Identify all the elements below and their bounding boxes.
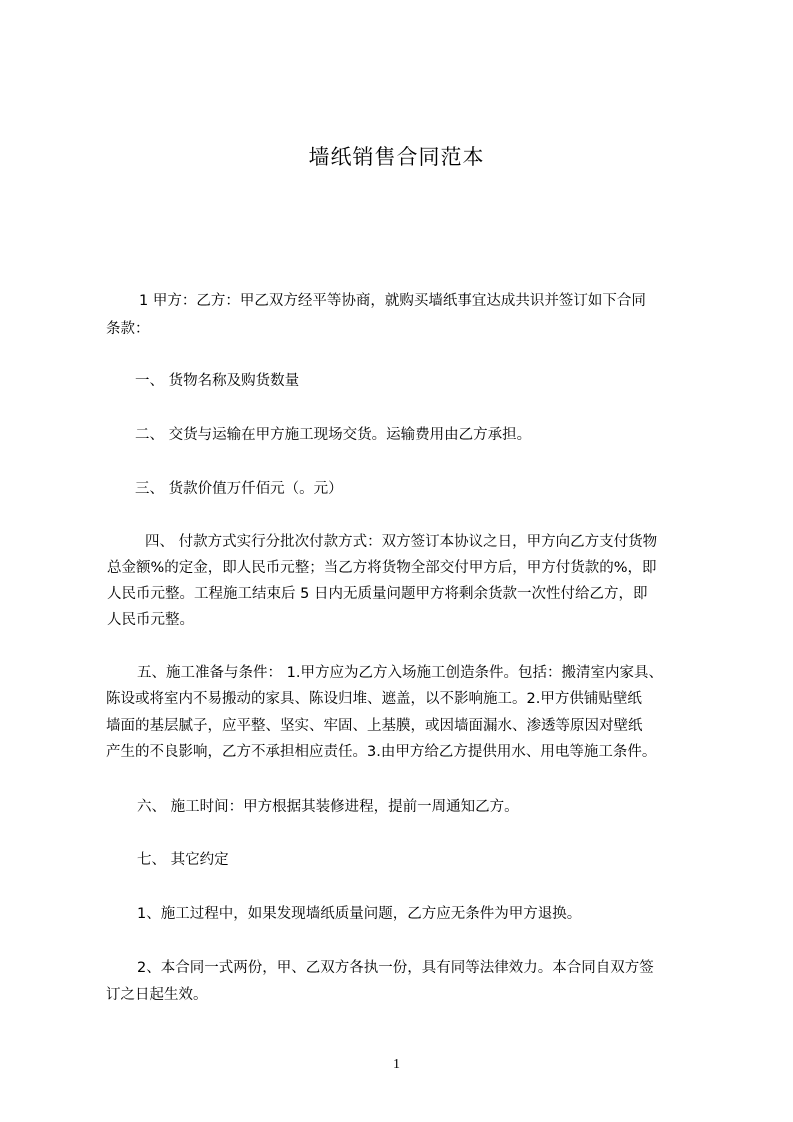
clause-5-preparation-line-4: 产生的不良影响，乙方不承担相应责任。3.由甲方给乙方提供用水、用电等施工条件。 bbox=[106, 744, 657, 760]
clause-intro-line-1: 1 甲方：乙方：甲乙双方经平等协商，就购买墙纸事宜达成共识并签订如下合同 bbox=[139, 293, 646, 309]
clause-4-payment-line-3: 人民币元整。工程施工结束后 5 日内无质量问题甲方将剩余货款一次性付给乙方，即 bbox=[107, 586, 648, 602]
clause-4-payment-line-4: 人民币元整。 bbox=[107, 612, 194, 628]
clause-2-delivery: 二、 交货与运输在甲方施工现场交货。运输费用由乙方承担。 bbox=[135, 427, 532, 443]
clause-3-price: 三、 货款价值万仟佰元（。元） bbox=[135, 481, 343, 497]
other-item-2-line-1: 2、本合同一式两份，甲、乙双方各执一份，具有同等法律效力。本合同自双方签 bbox=[137, 960, 654, 976]
clause-4-payment-line-1: 四、 付款方式实行分批次付款方式：双方签订本协议之日，甲方向乙方支付货物 bbox=[145, 534, 658, 550]
clause-7-other: 七、 其它约定 bbox=[137, 852, 229, 868]
clause-5-preparation-line-3: 墙面的基层腻子，应平整、坚实、牢固、上基膜，或因墙面漏水、渗透等原因对壁纸 bbox=[106, 718, 643, 734]
clause-5-preparation-line-2: 陈设或将室内不易搬动的家具、陈设归堆、遮盖，以不影响施工。2.甲方供铺贴壁纸 bbox=[106, 691, 642, 707]
document-title: 墙纸销售合同范本 bbox=[308, 145, 485, 169]
other-item-1: 1、施工过程中，如果发现墙纸质量问题，乙方应无条件为甲方退换。 bbox=[137, 906, 582, 922]
clause-5-preparation-line-1: 五、施工准备与条件： 1.甲方应为乙方入场施工创造条件。包括：搬清室内家具、 bbox=[137, 665, 663, 681]
other-item-2-line-2: 订之日起生效。 bbox=[106, 987, 208, 1003]
clause-intro-line-2: 条款： bbox=[106, 321, 150, 337]
clause-1-goods: 一、 货物名称及购货数量 bbox=[135, 373, 300, 389]
page-number: 1 bbox=[393, 1057, 400, 1072]
clause-6-schedule: 六、 施工时间：甲方根据其装修进程，提前一周通知乙方。 bbox=[137, 799, 519, 815]
clause-4-payment-line-2: 总金额%的定金，即人民币元整；当乙方将货物全部交付甲方后，甲方付货款的%，即 bbox=[107, 560, 657, 576]
